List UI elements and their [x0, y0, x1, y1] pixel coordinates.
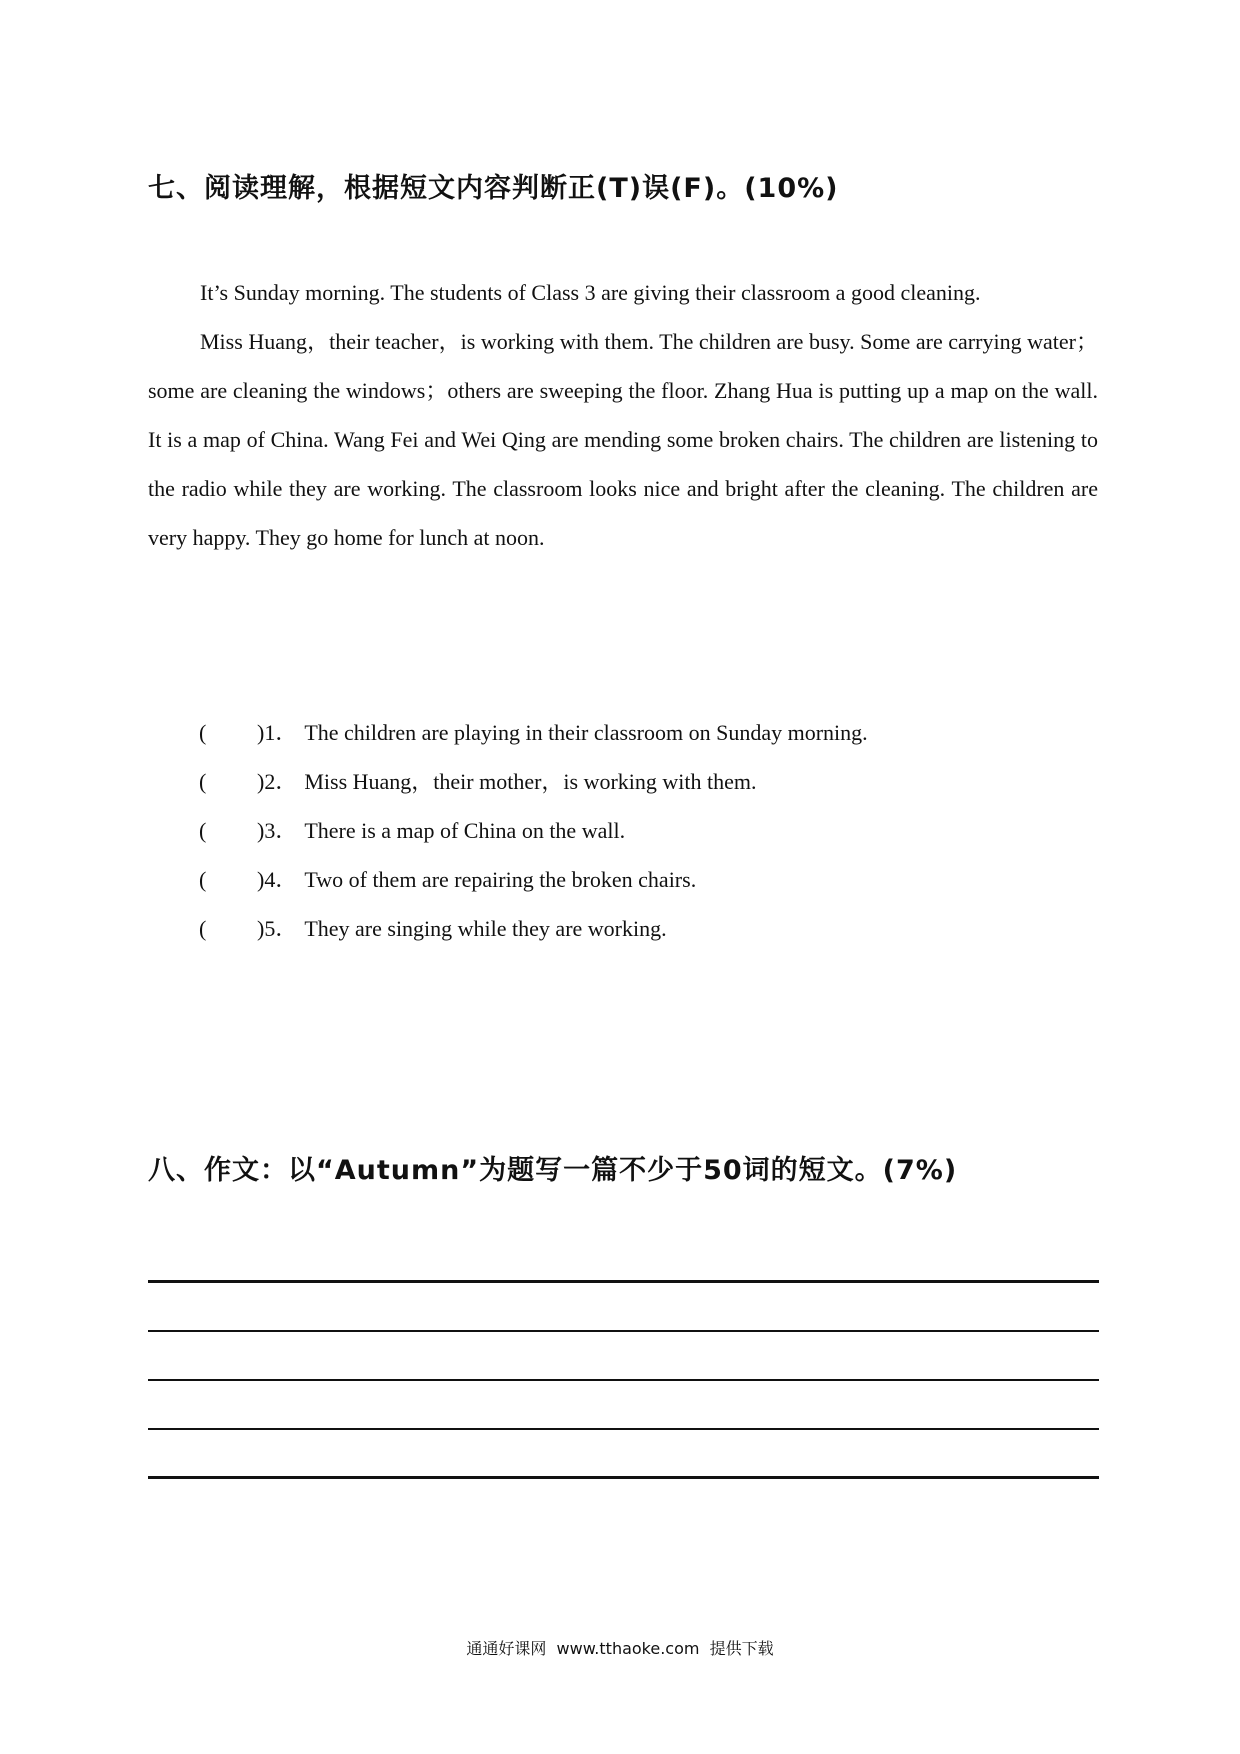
writing-line[interactable] [148, 1332, 1099, 1381]
question-number: 4． [264, 867, 298, 892]
section-7-title: 七、阅读理解，根据短文内容判断正(T)误(F)。(10%) [148, 173, 839, 204]
question-item [199, 708, 868, 757]
question-text: Two of them are repairing the broken chairs. [304, 867, 697, 892]
answer-paren-close: ) [257, 818, 265, 843]
answer-paren-close: ) [257, 769, 265, 794]
answer-paren-open: ( [199, 818, 207, 843]
question-item [199, 757, 868, 806]
answer-paren-open: ( [199, 916, 207, 941]
question-number: 5． [264, 916, 298, 941]
composition-writing-area[interactable] [148, 1280, 1099, 1479]
question-number: 1． [264, 720, 298, 745]
answer-paren-close: ) [257, 916, 265, 941]
question-item [199, 904, 868, 953]
question-number: 2． [264, 769, 298, 794]
page-footer: 通通好课网 www.tthaoke.com 提供下载 [466, 1639, 774, 1658]
question-text: There is a map of China on the wall. [304, 818, 626, 843]
writing-line[interactable] [148, 1283, 1099, 1332]
true-false-questions [199, 708, 868, 953]
question-text: The children are playing in their classroom on Sunday morning. [304, 720, 868, 745]
answer-paren-open: ( [199, 867, 207, 892]
question-item [199, 855, 868, 904]
section-8-title: 八、作文：以“Autumn”为题写一篇不少于50词的短文。(7%) [148, 1155, 958, 1186]
answer-paren-close: ) [257, 867, 265, 892]
writing-line[interactable] [148, 1430, 1099, 1479]
passage-paragraph: Miss Huang，their teacher，is working with them. The children are busy. Some are carrying water；some are cleaning the windows；others are sweeping the floor. Zhang Hua is putting up a map on the wall. It is a map of China. Wang Fei and Wei Qing are mending some broken chairs. The children are listening to the radio while they are working. The classroom looks nice and bright after the cleaning. The children are very happy. They go home for lunch at noon. [148, 329, 1098, 550]
question-text: They are singing while they are working. [304, 916, 667, 941]
answer-paren-close: ) [257, 720, 265, 745]
passage-paragraph: It’s Sunday morning. The students of Class 3 are giving their classroom a good cleaning. [200, 280, 981, 305]
question-text: Miss Huang，their mother，is working with them. [304, 769, 757, 794]
reading-passage [148, 268, 1098, 562]
answer-paren-open: ( [199, 720, 207, 745]
answer-paren-open: ( [199, 769, 207, 794]
writing-line[interactable] [148, 1381, 1099, 1430]
question-item [199, 806, 868, 855]
question-number: 3． [264, 818, 298, 843]
